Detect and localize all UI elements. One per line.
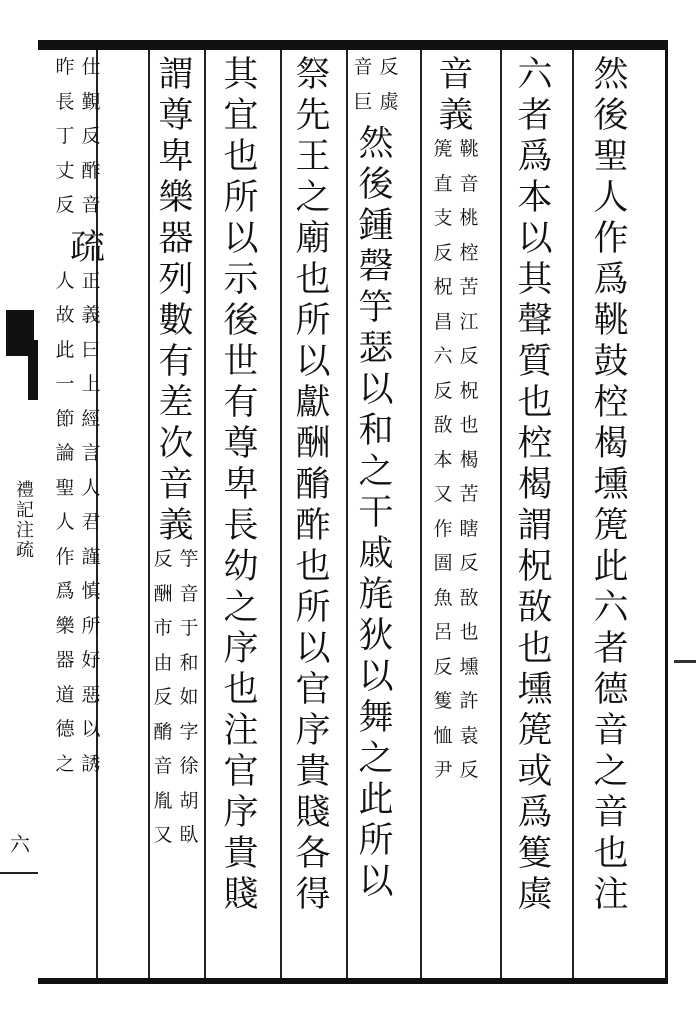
character: 壎: [459, 655, 479, 678]
character: 先: [295, 96, 331, 136]
character: 尹: [433, 759, 453, 781]
character: 音: [81, 194, 101, 216]
character: 也: [223, 670, 259, 710]
margin-book-title: 禮記注疏: [13, 480, 34, 560]
character: 箎: [517, 711, 553, 751]
character: 曰: [81, 338, 101, 361]
character: 楬: [459, 448, 479, 471]
character: 有: [158, 342, 194, 382]
character: 支: [433, 207, 453, 229]
character: 作: [55, 545, 75, 568]
annotation-pair: [54, 58, 102, 231]
character: 差: [158, 383, 194, 423]
character: 壎: [517, 670, 553, 710]
character: 恤: [433, 724, 453, 747]
character: 以: [295, 342, 331, 382]
character: 酬: [295, 424, 331, 464]
character: 以: [517, 219, 553, 259]
character: 長: [55, 90, 75, 113]
character: 也: [295, 260, 331, 300]
character: 反: [433, 655, 453, 678]
character: 音: [179, 582, 199, 605]
character: 誘: [81, 752, 101, 775]
character: 或: [517, 752, 553, 792]
annotation-pair: [432, 140, 480, 796]
bottom-border: [38, 978, 668, 984]
character: 廟: [295, 219, 331, 259]
character: 後: [223, 301, 259, 341]
character: 尊: [223, 424, 259, 464]
character: 反: [153, 548, 173, 570]
character: 其: [223, 55, 259, 95]
annotation-pair: [352, 58, 400, 127]
character: 樂: [55, 614, 75, 637]
character: 胤: [153, 789, 173, 812]
character: 此: [593, 547, 629, 587]
character: 反: [459, 759, 479, 781]
character: 也: [593, 834, 629, 874]
character: 上: [81, 373, 101, 395]
character: 丈: [55, 159, 75, 182]
character: 獻: [295, 383, 331, 423]
annotation-pair: [54, 269, 102, 790]
character: 胡: [179, 789, 199, 812]
character: 也: [517, 383, 553, 423]
character: 徐: [179, 755, 199, 777]
character: 所: [81, 614, 101, 637]
character: 列: [158, 260, 194, 300]
character: 惡: [81, 683, 101, 706]
spacer: [54, 231, 70, 272]
character: 貴: [223, 834, 259, 874]
character: 祭: [295, 55, 331, 95]
character: 許: [459, 690, 479, 712]
character: 本: [433, 448, 453, 471]
character: 竽: [179, 548, 199, 570]
character: 丁: [55, 125, 75, 147]
character: 也: [459, 414, 479, 436]
character: 數: [158, 301, 194, 341]
character: 注: [593, 875, 629, 915]
character: 音: [158, 465, 194, 505]
character: 箎: [593, 506, 629, 546]
character: 臥: [179, 824, 199, 846]
character: 作: [433, 517, 453, 540]
character: 其: [517, 260, 553, 300]
character: 以: [223, 219, 259, 259]
character: 序: [223, 793, 259, 833]
character: 爲: [517, 793, 553, 833]
character: 圄: [433, 552, 453, 574]
character: 樂: [158, 178, 194, 218]
character: 義: [438, 96, 474, 136]
character: 反: [55, 194, 75, 216]
character: 又: [153, 824, 173, 846]
character: 苦: [459, 276, 479, 298]
character: 反: [433, 379, 453, 402]
character: 尊: [158, 96, 194, 136]
character: 也: [459, 621, 479, 643]
character: 虡: [379, 90, 399, 113]
character: 仕: [81, 56, 101, 78]
character: 然: [593, 55, 629, 95]
character: 酬: [153, 582, 173, 605]
character: 所: [358, 821, 394, 861]
character: 鍾: [358, 206, 394, 246]
character: 魚: [433, 586, 453, 609]
character: 世: [223, 342, 259, 382]
character: 呂: [433, 621, 453, 643]
character: 之: [223, 588, 259, 628]
character: 本: [517, 178, 553, 218]
character: 瞎: [459, 517, 479, 540]
character: 有: [223, 383, 259, 423]
character: 箎: [433, 138, 453, 160]
character: 序: [223, 629, 259, 669]
character: 旄: [358, 575, 394, 615]
character: 篗: [433, 690, 453, 712]
character: 椌: [593, 383, 629, 423]
character: 所: [295, 301, 331, 341]
character: 和: [358, 411, 394, 451]
margin-page-number: 六: [10, 832, 30, 856]
character: 者: [593, 629, 629, 669]
character: 之: [295, 178, 331, 218]
character: 器: [158, 219, 194, 259]
margin-divider: [0, 872, 38, 874]
character: 各: [295, 834, 331, 874]
text-column-6: [220, 55, 262, 919]
character: 篗: [517, 834, 553, 874]
character: 卑: [223, 465, 259, 505]
character: 爲: [593, 260, 629, 300]
character: 酳: [295, 465, 331, 505]
character: 也: [223, 137, 259, 177]
text-column-4: [352, 58, 400, 906]
character: 虡: [517, 875, 553, 915]
page-margin: [0, 40, 38, 984]
character: 反: [379, 56, 399, 78]
character: 所: [223, 178, 259, 218]
character: 音: [593, 793, 629, 833]
character: 謂: [517, 506, 553, 546]
character: 卑: [158, 137, 194, 177]
character: 柷: [459, 379, 479, 402]
text-column-2: [514, 55, 556, 919]
character: 宜: [223, 96, 259, 136]
commentary-marker: 疏: [70, 227, 106, 268]
character: 覲: [81, 90, 101, 113]
character: 之: [593, 752, 629, 792]
character: 酳: [153, 720, 173, 743]
text-column-8: [54, 56, 106, 789]
character: 舞: [358, 698, 394, 738]
text-column-3: [432, 55, 480, 796]
character: 此: [358, 780, 394, 820]
character: 故: [55, 304, 75, 326]
character: 序: [295, 711, 331, 751]
character: 也: [295, 547, 331, 587]
character: 昌: [433, 310, 453, 333]
character: 者: [517, 96, 553, 136]
character: 貴: [295, 752, 331, 792]
character: 市: [153, 617, 173, 639]
character: 示: [223, 260, 259, 300]
character: 爲: [517, 137, 553, 177]
character: 德: [593, 670, 629, 710]
character: 爲: [55, 580, 75, 602]
character: 鼓: [593, 342, 629, 382]
right-border: [665, 40, 668, 984]
character: 作: [593, 219, 629, 259]
character: 酢: [295, 506, 331, 546]
character: 音: [438, 55, 474, 95]
character: 反: [433, 241, 453, 264]
character: 長: [223, 506, 259, 546]
character: 幼: [223, 547, 259, 587]
character: 後: [593, 96, 629, 136]
character: 椌: [459, 241, 479, 264]
character: 聖: [593, 137, 629, 177]
character: 經: [81, 407, 101, 430]
character: 得: [295, 875, 331, 915]
character: 袁: [459, 724, 479, 747]
character: 以: [295, 629, 331, 669]
section-marker-row: [54, 227, 106, 272]
annotation-pair: [152, 550, 200, 861]
character: 楬: [593, 424, 629, 464]
character: 德: [55, 718, 75, 740]
character: 敔: [517, 588, 553, 628]
character: 巨: [353, 90, 373, 113]
character: 楬: [517, 465, 553, 505]
character: 王: [295, 137, 331, 177]
character: 正: [81, 269, 101, 292]
character: 又: [433, 483, 453, 505]
character: 此: [55, 338, 75, 361]
text-column-7: [152, 55, 200, 861]
character: 桃: [459, 207, 479, 229]
character: 苦: [459, 483, 479, 505]
character: 柷: [433, 276, 453, 298]
character: 人: [593, 178, 629, 218]
character: 聖: [55, 476, 75, 499]
character: 節: [55, 407, 75, 430]
character: 狄: [358, 616, 394, 656]
character: 之: [358, 739, 394, 779]
character: 磬: [358, 247, 394, 287]
character: 謹: [81, 545, 101, 568]
right-edge-strip: [670, 40, 700, 984]
character: 六: [433, 345, 453, 367]
character: 人: [55, 511, 75, 533]
character: 慎: [81, 580, 101, 602]
character: 之: [55, 752, 75, 775]
character: 所: [295, 588, 331, 628]
character: 椌: [517, 424, 553, 464]
character: 反: [153, 686, 173, 708]
character: 六: [593, 588, 629, 628]
character: 質: [517, 342, 553, 382]
character: 如: [179, 686, 199, 708]
character: 然: [358, 124, 394, 164]
character: 字: [179, 720, 199, 743]
character: 謂: [158, 55, 194, 95]
character: 人: [55, 269, 75, 292]
character: 反: [459, 345, 479, 367]
character: 官: [295, 670, 331, 710]
character: 君: [81, 511, 101, 533]
character: 以: [358, 862, 394, 902]
character: 言: [81, 442, 101, 464]
character: 之: [358, 452, 394, 492]
character: 于: [179, 617, 199, 639]
character: 次: [158, 424, 194, 464]
top-border: [38, 40, 668, 50]
character: 好: [81, 649, 101, 671]
character: 以: [358, 657, 394, 697]
character: 六: [517, 55, 553, 95]
character: 反: [459, 552, 479, 574]
character: 音: [353, 56, 373, 78]
character: 柷: [517, 547, 553, 587]
character: 瑟: [358, 329, 394, 369]
text-column-5: [292, 55, 334, 919]
character: 義: [81, 304, 101, 326]
character: 由: [153, 651, 173, 674]
character: 鞉: [459, 138, 479, 160]
character: 江: [459, 310, 479, 333]
character: 論: [55, 442, 75, 464]
character: 也: [517, 629, 553, 669]
character: 賤: [223, 875, 259, 915]
text-block: [52, 50, 656, 978]
character: 鞉: [593, 301, 629, 341]
character: 以: [358, 370, 394, 410]
character: 昨: [55, 56, 75, 78]
character: 人: [81, 476, 101, 499]
character: 一: [55, 373, 75, 395]
character: 干: [358, 493, 394, 533]
character: 以: [81, 718, 101, 740]
character: 義: [158, 506, 194, 546]
character: 音: [459, 172, 479, 195]
character: 道: [55, 683, 75, 706]
character: 竽: [358, 288, 394, 328]
character: 注: [223, 711, 259, 751]
character: 直: [433, 172, 453, 195]
character: 反: [81, 125, 101, 147]
edge-tick: [674, 660, 696, 663]
character: 和: [179, 651, 199, 674]
character: 壎: [593, 465, 629, 505]
character: 敔: [459, 586, 479, 609]
character: 官: [223, 752, 259, 792]
character: 戚: [358, 534, 394, 574]
character: 賤: [295, 793, 331, 833]
character: 聲: [517, 301, 553, 341]
fishtail-mark-tail: [28, 340, 38, 400]
character: 後: [358, 165, 394, 205]
character: 音: [593, 711, 629, 751]
character: 音: [153, 755, 173, 777]
character: 器: [55, 649, 75, 671]
character: 酢: [81, 159, 101, 182]
text-column-1: [590, 55, 632, 919]
character: 敔: [433, 414, 453, 436]
